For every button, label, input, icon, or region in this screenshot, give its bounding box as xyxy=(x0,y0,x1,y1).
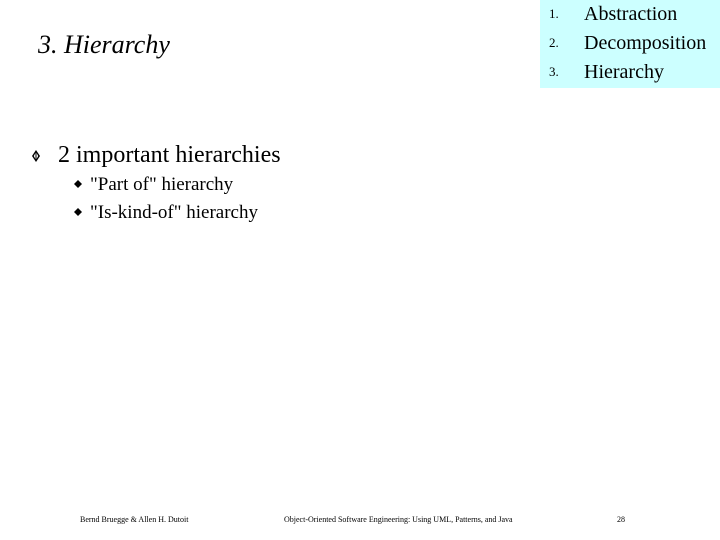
outline-item-label: Abstraction xyxy=(584,3,678,25)
bullet-text: 2 important hierarchies xyxy=(58,142,281,168)
sub-bullet-text: "Is-kind-of" hierarchy xyxy=(90,202,258,223)
outline-item-number: 2. xyxy=(549,35,559,50)
small-diamond-bullet-icon xyxy=(74,180,82,188)
outline-item-number: 1. xyxy=(549,6,559,21)
outline-item-hierarchy xyxy=(540,58,720,86)
outline-item-number: 3. xyxy=(549,64,559,79)
outline-item-decomposition xyxy=(540,29,720,57)
footer-book-title: Object-Oriented Software Engineering: Using UML, Patterns, and Java xyxy=(284,515,513,524)
outline-item-abstraction xyxy=(540,0,720,28)
footer-authors: Bernd Bruegge & Allen H. Dutoit xyxy=(80,515,189,524)
diamond-bullet-icon xyxy=(32,150,40,162)
slide-title: 3. Hierarchy xyxy=(38,30,170,59)
outline-box xyxy=(540,0,720,88)
outline-item-label: Hierarchy xyxy=(584,61,664,83)
outline-item-label: Decomposition xyxy=(584,32,707,54)
small-diamond-bullet-icon xyxy=(74,208,82,216)
footer-page-number: 28 xyxy=(617,515,625,524)
sub-bullet-text: "Part of" hierarchy xyxy=(90,174,234,195)
